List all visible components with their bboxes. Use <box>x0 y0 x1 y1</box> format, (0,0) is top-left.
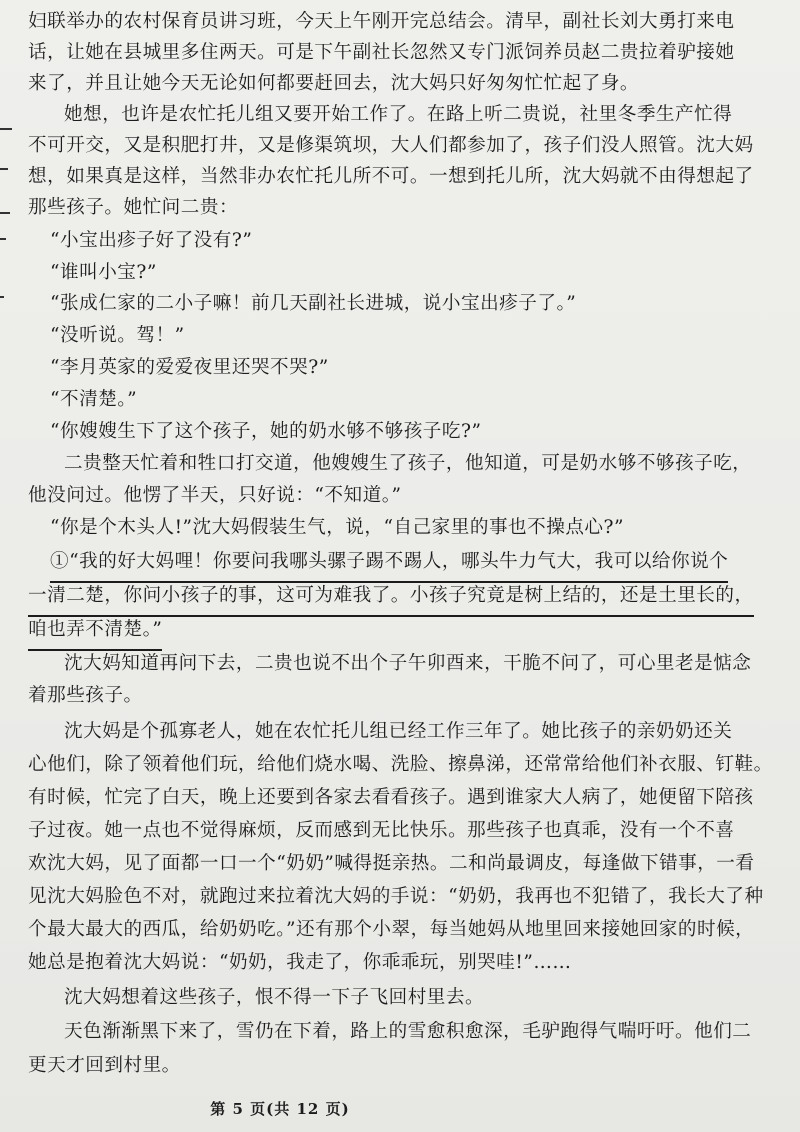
dialogue-line: “没听说。驾！” <box>50 325 185 346</box>
margin-tick <box>0 238 6 240</box>
text-line: 更天才回到村里。 <box>28 1055 181 1076</box>
text-line: 见沈大妈脸色不对，就跑过来拉着沈大妈的手说：“奶奶，我再也不犯错了，我长大了种 <box>28 886 764 907</box>
underlined-passage-line: 咱也弄不清楚。” <box>28 612 162 651</box>
text-line: 沈大妈想着这些孩子，恨不得一下子飞回村里去。 <box>64 987 485 1008</box>
text-line: 着那些孩子。 <box>28 685 143 706</box>
dialogue-line: “李月英家的爱爱夜里还哭不哭?” <box>50 357 329 378</box>
text-line: 他没问过。他愣了半天，只好说：“不知道。” <box>28 485 402 506</box>
underlined-passage-line: 一清二楚，你问小孩子的事，这可为难我了。小孩子究竟是树上结的，还是土里长的， <box>28 578 754 617</box>
text-line: 子过夜。她一点也不觉得麻烦，反而感到无比快乐。那些孩子也真乖，没有一个不喜 <box>28 820 735 841</box>
text-line: 不可开交，又是积肥打井，又是修渠筑坝，大人们都参加了，孩子们没人照管。沈大妈 <box>28 135 754 156</box>
dialogue-line: “张成仁家的二小子嘛！前几天副社长进城，说小宝出疹子了。” <box>50 293 577 314</box>
page-number: 第 5 页(共 12 页) <box>210 1100 350 1118</box>
dialogue-line: “小宝出疹子好了没有?” <box>50 230 253 251</box>
margin-tick <box>0 168 8 170</box>
margin-tick <box>0 296 4 298</box>
text-line: 沈大妈是个孤寡老人，她在农忙托儿组已经工作三年了。她比孩子的亲奶奶还关 <box>64 721 733 742</box>
text-line: 沈大妈知道再问下去，二贵也说不出个子午卯酉来，干脆不问了，可心里老是惦念 <box>64 653 752 674</box>
text-line: 妇联举办的农村保育员讲习班，今天上午刚开完总结会。清早，副社长刘大勇打来电 <box>28 11 735 32</box>
text-line: 话，让她在县城里多住两天。可是下午副社长忽然又专门派饲养员赵二贵拉着驴接她 <box>28 42 735 63</box>
margin-tick <box>0 212 10 214</box>
margin-tick <box>0 128 12 130</box>
text-line: 来了，并且让她今天无论如何都要赶回去，沈大妈只好匆匆忙忙起了身。 <box>28 73 640 94</box>
binding-margin-marks <box>0 120 14 340</box>
text-line: 心他们，除了领着他们玩，给他们烧水喝、洗脸、擦鼻涕，还常常给他们补衣服、钉鞋。 <box>28 754 773 775</box>
text-line: 欢沈大妈，见了面都一口一个“奶奶”喊得挺亲热。二和尚最调皮，每逢做下错事，一看 <box>28 853 755 874</box>
text-line: 她总是抱着沈大妈说：“奶奶，我走了，你乖乖玩，别哭哇!”…… <box>28 952 572 973</box>
text-line: 有时候，忙完了白天，晚上还要到各家去看看孩子。遇到谁家大人病了，她便留下陪孩 <box>28 787 754 808</box>
text-line: 个最大最大的西瓜，给奶奶吃。”还有那个小翠，每当她妈从地里回来接她回家的时候， <box>28 919 755 940</box>
text-line: 那些孩子。她忙问二贵： <box>28 197 239 218</box>
dialogue-line: “你嫂嫂生下了这个孩子，她的奶水够不够孩子吃?” <box>50 421 482 442</box>
text-line: 想，如果真是这样，当然非办农忙托儿所不可。一想到托儿所，沈大妈就不由得想起了 <box>28 166 754 187</box>
text-line: 天色渐渐黑下来了，雪仍在下着，路上的雪愈积愈深，毛驴跑得气喘吁吁。他们二 <box>64 1021 752 1042</box>
text-line: 二贵整天忙着和牲口打交道，他嫂嫂生了孩子，他知道，可是奶水够不够孩子吃， <box>64 453 752 474</box>
dialogue-line: “谁叫小宝?” <box>50 262 157 283</box>
dialogue-line: “不清楚。” <box>50 389 138 410</box>
dialogue-line: “你是个木头人!”沈大妈假装生气，说，“自己家里的事也不操点心?” <box>50 517 624 538</box>
text-line: 她想，也许是农忙托儿组又要开始工作了。在路上听二贵说，社里冬季生产忙得 <box>64 104 733 125</box>
underlined-passage-line: ①“我的好大妈哩！你要问我哪头骡子踢不踢人，哪头牛力气大，我可以给你说个 <box>50 544 728 583</box>
